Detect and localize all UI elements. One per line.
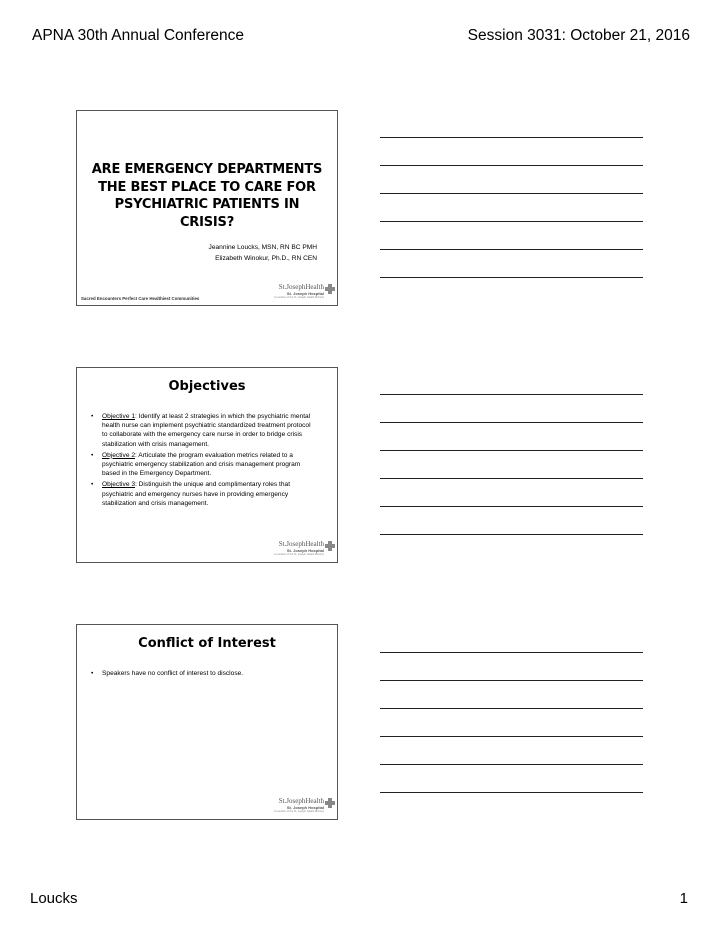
objectives-list — [90, 412, 317, 510]
logo-fineprint: A member of the St. Joseph Health Ministry — [274, 296, 324, 299]
note-line — [380, 277, 643, 278]
note-line — [380, 165, 643, 166]
logo-subtitle: St. Joseph Hospital — [286, 291, 324, 296]
header-conference-title: APNA 30th Annual Conference — [32, 27, 244, 44]
page-number: 1 — [679, 890, 688, 907]
slide-2-objectives — [76, 367, 338, 563]
list-item — [90, 451, 317, 479]
presenter-name: Elizabeth Winokur, Ph.D., RN CEN — [215, 255, 317, 262]
note-line — [380, 422, 643, 423]
note-line — [380, 193, 643, 194]
note-line — [380, 680, 643, 681]
note-line — [380, 736, 643, 737]
cross-icon — [325, 798, 335, 808]
note-line — [380, 764, 643, 765]
logo-brand: St.JosephHealth — [278, 540, 324, 548]
logo-fineprint: A member of the St. Joseph Health Ministry — [274, 553, 324, 556]
slide-1-heading — [87, 161, 327, 231]
note-line — [380, 534, 643, 535]
note-line — [380, 506, 643, 507]
logo-fineprint: A member of the St. Joseph Health Ministry — [274, 810, 324, 813]
note-line — [380, 137, 643, 138]
heading-line: ARE EMERGENCY DEPARTMENTS — [91, 162, 323, 177]
heading-line: CRISIS? — [179, 214, 235, 230]
cross-icon — [325, 284, 335, 294]
objective-label: Objective 3 — [102, 481, 135, 489]
st-joseph-health-logo — [265, 283, 335, 301]
note-line — [380, 652, 643, 653]
objective-label: Objective 2 — [102, 451, 135, 459]
heading-line: PSYCHIATRIC PATIENTS IN — [114, 197, 300, 212]
note-line — [380, 249, 643, 250]
header-session-date: Session 3031: October 21, 2016 — [467, 27, 690, 44]
list-item: • Speakers have no conflict of interest to disclose. — [90, 669, 317, 678]
objective-text: : Identify at least 2 strategies in which the psychiatric mental health nurse can implement psychiatric standardized treatment protocol to collaborate with the emergency care nurse in order to bridge crisis stabilization with crisis management. — [102, 413, 311, 448]
logo-subtitle: St. Joseph Hospital — [286, 548, 324, 553]
heading-line: THE BEST PLACE TO CARE FOR — [98, 179, 316, 195]
slide-1-title — [76, 110, 338, 306]
list-item — [90, 412, 317, 449]
logo-subtitle: St. Joseph Hospital — [286, 805, 324, 810]
logo-brand: St.JosephHealth — [278, 283, 324, 291]
cross-icon — [325, 541, 335, 551]
list-item — [90, 480, 317, 508]
st-joseph-health-logo — [265, 797, 335, 815]
presenters — [209, 242, 317, 264]
note-line — [380, 708, 643, 709]
slide-2-heading: Objectives — [168, 379, 246, 394]
objective-label: Objective 1 — [102, 413, 135, 420]
note-line — [380, 394, 643, 395]
disclosure-list — [90, 669, 317, 680]
objective-text: : Articulate the program evaluation metrics related to a psychiatric emergency stabilization and crisis management program based in the Emergency Department. — [102, 451, 301, 478]
slide-3-conflict-of-interest — [76, 624, 338, 820]
footer-author: Loucks — [30, 890, 78, 907]
note-line — [380, 478, 643, 479]
note-line — [380, 792, 643, 793]
slide-tagline: Sacred Encounters Perfect Care Healthiest Communities — [81, 296, 200, 301]
logo-brand: St.JosephHealth — [278, 797, 324, 805]
presenter-name: Jeannine Loucks, MSN, RN BC PMH — [208, 244, 317, 251]
slide-3-heading: Conflict of Interest — [138, 636, 276, 651]
st-joseph-health-logo — [265, 540, 335, 558]
note-line — [380, 450, 643, 451]
note-line — [380, 221, 643, 222]
objective-text: : Distinguish the unique and complimentary roles that psychiatric and emergency nurses have in providing emergency stabilization and crisis management. — [102, 481, 291, 507]
